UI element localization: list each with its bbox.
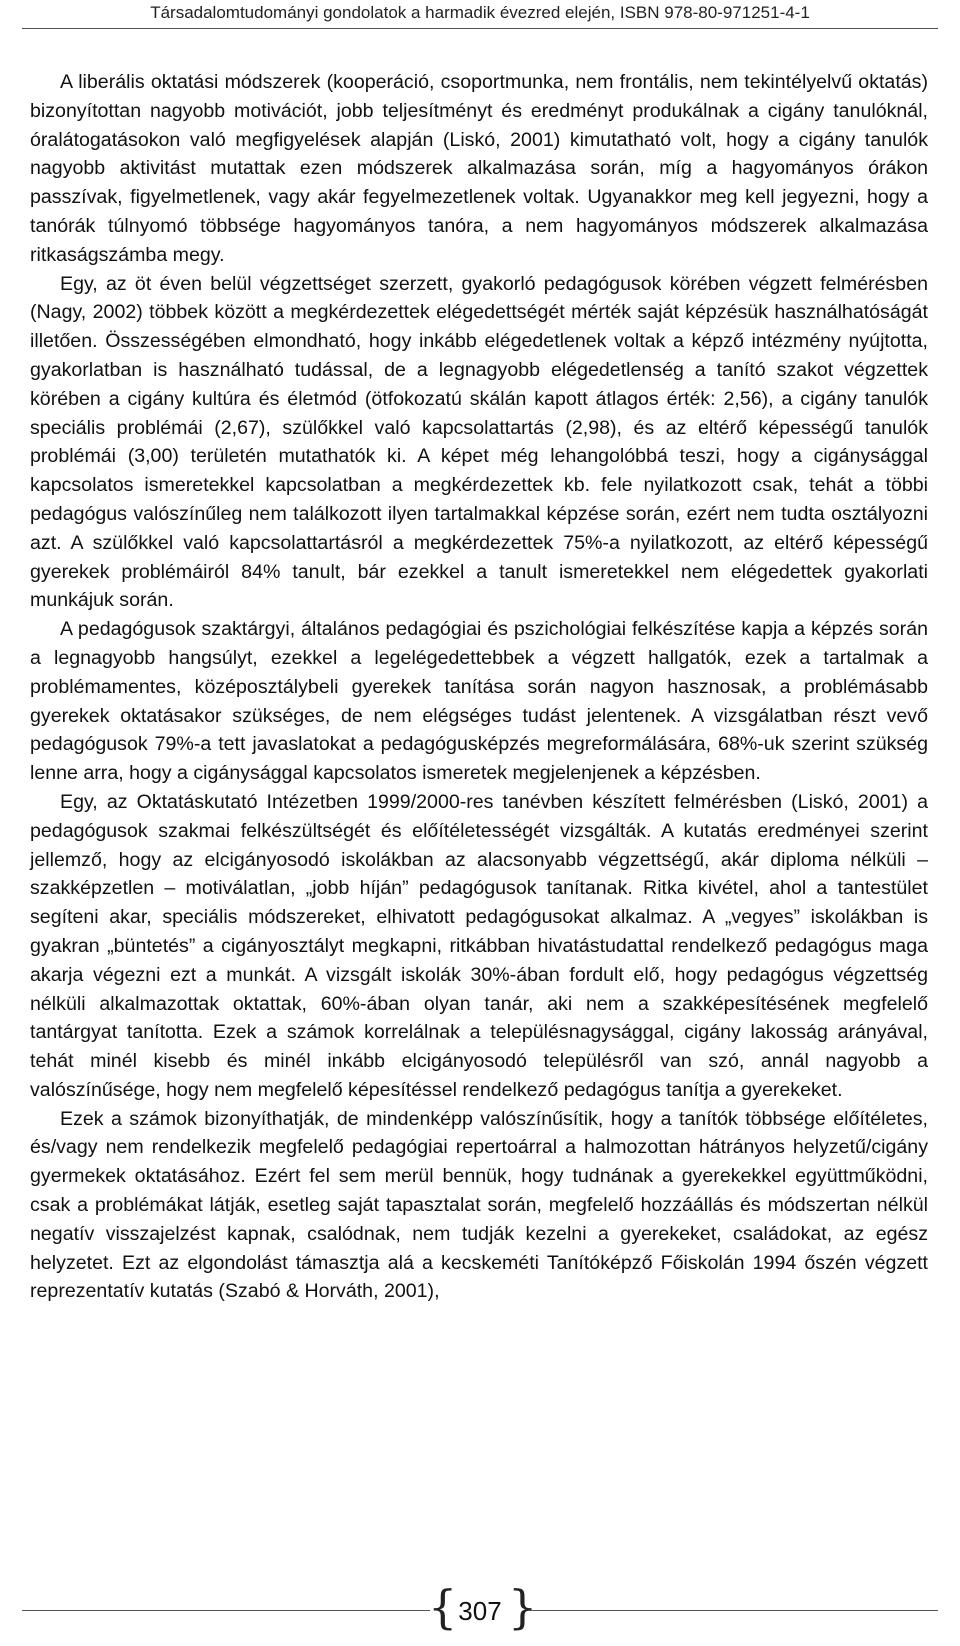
footer-rule-left bbox=[22, 1610, 430, 1611]
page-footer bbox=[0, 1580, 960, 1636]
paragraph: Egy, az öt éven belül végzettséget szerzett, gyakorló pedagógusok körében végzett felmérésben (Nagy, 2002) többek között a megkérdezettek elégedettségét mérték saját képzésük használhatóságát illetően. Összességében elmondható, hogy inkább elégedetlenek voltak a képző intézmény nyújtotta, gyakorlatban is használható tudással, de a legnagyobb elégedetlenség a tanító szakot végzettek körében a cigány kultúra és életmód (ötfokozatú skálán kapott átlagos érték: 2,56), a cigány tanulók speciális problémái (2,67), szülőkkel való kapcsolattartás (2,98), és az eltérő képességű tanulók problémái (3,00) területén mutathatók ki. A képet még lehangolóbbá teszi, hogy a cigánysággal kapcsolatos ismeretekkel kapcsolatban a megkérdezettek kb. fele nyilatkozott csak, tehát a többi pedagógus valószínűleg nem találkozott ilyen tartalmakkal képzése során, ezért nem tudta osztályozni azt. A szülőkkel való kapcsolattartásról a megkérdezettek 75%-a nyilatkozott, az eltérő képességű gyerekek problémáiról 84% tanult, bár ezekkel a tanult ismeretekkel nem elégedettek gyakorlati munkájuk során. bbox=[30, 272, 928, 612]
page-number: 307 bbox=[458, 1596, 502, 1626]
paragraph: Ezek a számok bizonyíthatják, de mindenképp valószínűsítik, hogy a tanítók többsége előítéletes, és/vagy nem rendelkezik megfelelő pedagógiai repertoárral a halmozottan hátrányos helyzetű/cigány gyermekek oktatásához. Ezért fel sem merül bennük, hogy tudnának a gyerekekkel együttműködni, csak a problémákat látják, esetleg saját tapasztalat során, megfelelő hozzáállás és módszertan nélkül negatív visszajelzést kapnak, csalódnak, nem tudják kezelni a gyerekeket, családokat, az egész helyzetet. Ezt az elgondolást támasztja alá a kecskeméti Tanítóképző Főiskolán 1994 őszén végzett reprezentatív kutatás (Szabó & Horváth, 2001), bbox=[30, 1107, 928, 1303]
paragraph: Egy, az Oktatáskutató Intézetben 1999/2000-res tanévben készített felmérésben (Liskó, 2001) a pedagógusok szakmai felkészültségét és előítéletességét vizsgálták. A kutatás eredményei szerint jellemző, hogy az elcigányosodó iskolákban az alacsonyabb végzettségű, akár diploma nélküli – szakképzetlen – motiválatlan, „jobb híján” pedagógusok tanítanak. Ritka kivétel, ahol a tantestület segíteni akar, speciális módszereket, elhivatott pedagógusokat alkalmaz. A „vegyes” iskolákban is gyakran „büntetés” a cigányosztályt megkapni, ritkábban hivatástudattal rendelkező pedagógus maga akarja végezni ezt a munkát. A vizsgált iskolák 30%-ában fordult elő, hogy pedagógus végzettség nélküli alkalmazottak oktattak, 60%-ában olyan tanár, aki nem a szakképesítésének megfelelő tantárgyat tanította. Ezek a számok korrelálnak a településnagysággal, cigány lakosság arányával, tehát minél kisebb és minél inkább elcigányosodó településről van szó, annál nagyobb a valószínűsége, hogy nem megfelelő képesítéssel rendelkező pedagógus tanítja a gyerekeket. bbox=[30, 790, 928, 1101]
paragraph: A pedagógusok szaktárgyi, általános pedagógiai és pszichológiai felkészítése kapja a képzés során a legnagyobb hangsúlyt, ezekkel a legelégedettebbek a végzett hallgatók, ezek a tartalmak a problémamentes, középosztálybeli gyerekek tanítása során nagyon hasznosak, a problémásabb gyerekek oktatásakor szükséges, de nem elégséges tudást jelentenek. A vizsgálatban részt vevő pedagógusok 79%-a tett javaslatokat a pedagógusképzés megreformálására, 68%-uk szerint szükség lenne arra, hogy a cigánysággal kapcsolatos ismeretek megjelenjenek a képzésben. bbox=[30, 618, 928, 785]
footer-rule-right bbox=[528, 1610, 938, 1611]
running-head: Társadalomtudományi gondolatok a harmadik évezred elején, ISBN 978-80-971251-4-1 bbox=[150, 3, 810, 22]
header-divider bbox=[22, 28, 938, 29]
right-brace: } bbox=[508, 1580, 538, 1634]
paragraph: A liberális oktatási módszerek (kooperáció, csoportmunka, nem frontális, nem tekintélyelvű oktatás) bizonyítottan nagyobb motivációt, jobb teljesítményt és eredményt produkálnak a cigány tanulóknál, óralátogatásokon való megfigyelések alapján (Liskó, 2001) kimutatható volt, hogy a cigány tanulók nagyobb aktivitást mutattak ezen módszerek alkalmazása során, míg a hagyományos órákon passzívak, figyelmetlenek, vagy akár fegyelmezetlenek voltak. Ugyanakkor meg kell jegyezni, hogy a tanórák túlnyomó többsége hagyományos tanóra, a nem hagyományos módszerek alkalmazása ritkaságszámba megy. bbox=[30, 71, 928, 266]
left-brace: { bbox=[428, 1580, 458, 1634]
body-text bbox=[30, 68, 928, 1306]
